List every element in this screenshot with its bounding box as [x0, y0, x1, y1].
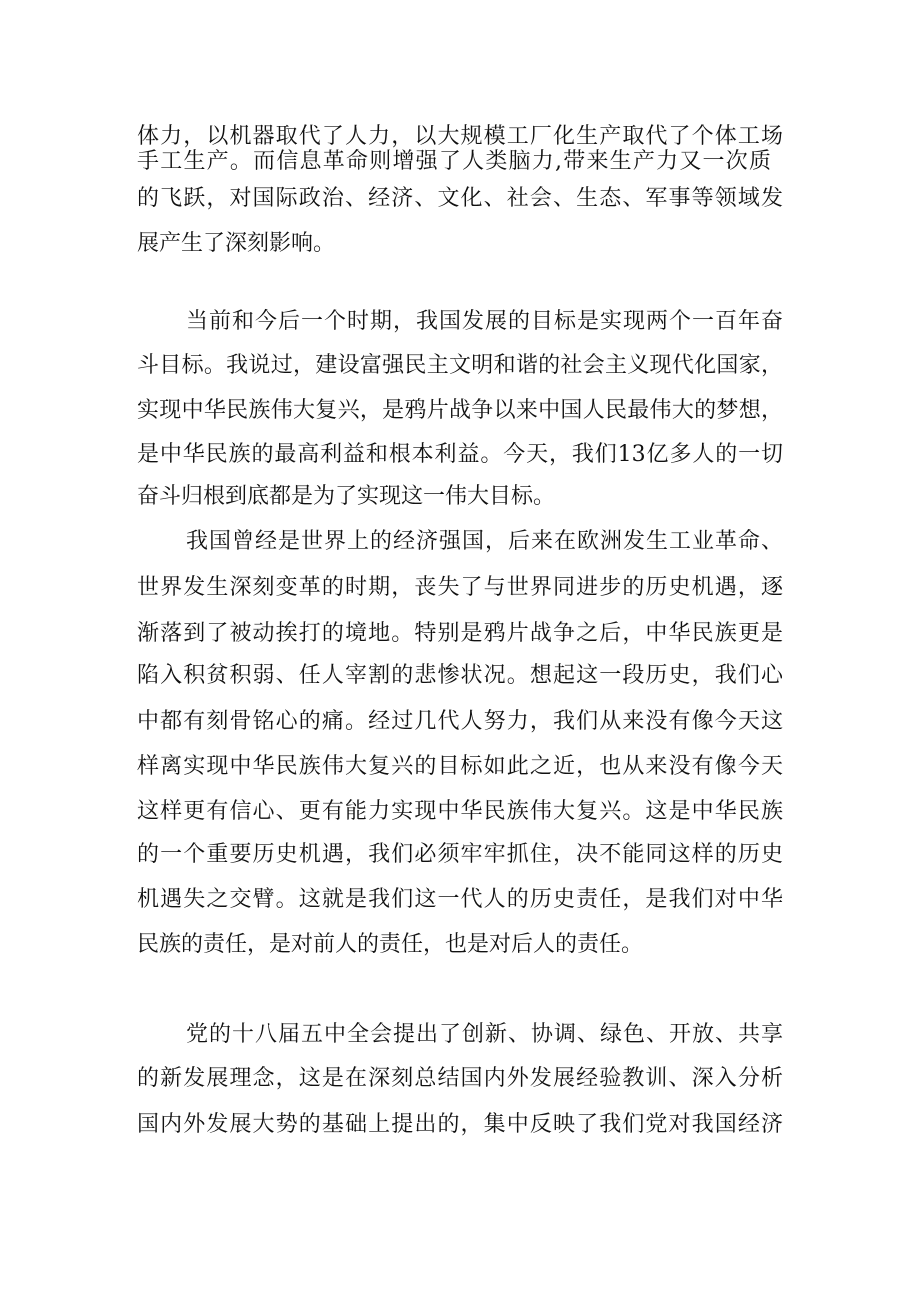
text-line: 是中华民族的最高利益和根本利益。今天，我们13亿多人的一切 — [137, 442, 783, 467]
text-line: 国内外发展大势的基础上提出的，集中反映了我们党对我国经济 — [137, 1112, 783, 1137]
text-line: 展产生了深刻影响。 — [137, 231, 336, 256]
text-line: 手工生产。而信息革命则增强了人类脑力,带来生产力又一次质 — [137, 149, 771, 174]
text-line: 渐落到了被动挨打的境地。特别是鸦片战争之后，中华民族更是 — [137, 621, 783, 646]
text-line: 党的十八届五中全会提出了创新、协调、绿色、开放、共享 — [186, 1022, 783, 1047]
text-line: 样离实现中华民族伟大复兴的目标如此之近，也从来没有像今天 — [137, 754, 783, 779]
text-line: 斗目标。我说过，建设富强民主文明和谐的社会主义现代化国家， — [137, 353, 783, 378]
text-line: 机遇失之交臂。这就是我们这一代人的历史责任，是我们对中华 — [137, 887, 783, 912]
text-line: 中都有刻骨铭心的痛。经过几代人努力，我们从来没有像今天这 — [137, 709, 783, 734]
text-line: 世界发生深刻变革的时期，丧失了与世界同进步的历史机遇，逐 — [137, 575, 783, 600]
text-line: 的新发展理念，这是在深刻总结国内外发展经验教训、深入分析 — [137, 1066, 783, 1091]
text-line: 民族的责任，是对前人的责任，也是对后人的责任。 — [137, 932, 644, 957]
text-line: 的一个重要历史机遇，我们必须牢牢抓住，决不能同这样的历史 — [137, 842, 783, 867]
text-line: 这样更有信心、更有能力实现中华民族伟大复兴。这是中华民族 — [137, 799, 783, 824]
text-line: 奋斗归根到底都是为了实现这一伟大目标。 — [137, 484, 556, 509]
text-line: 的飞跃，对国际政治、经济、文化、社会、生态、军事等领域发 — [137, 186, 783, 211]
text-line: 实现中华民族伟大复兴，是鸦片战争以来中国人民最伟大的梦想， — [137, 398, 783, 423]
text-line: 当前和今后一个时期，我国发展的目标是实现两个一百年奋 — [186, 309, 783, 334]
text-line: 陷入积贫积弱、任人宰割的悲惨状况。想起这一段历史，我们心 — [137, 663, 783, 688]
text-line: 我国曾经是世界上的经济强国，后来在欧洲发生工业革命、 — [186, 529, 783, 554]
text-line: 体力，以机器取代了人力，以大规模工厂化生产取代了个体工场 — [137, 124, 783, 149]
